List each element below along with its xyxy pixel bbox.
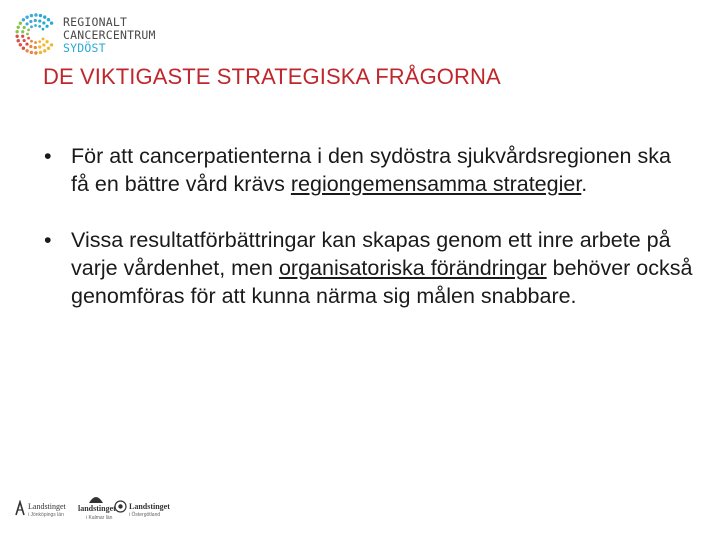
bullet-1-text: För att cancerpatienterna i den sydöstra sjukvårdsregionen ska få en bättre vård krävs: [71, 144, 671, 196]
logo-ring-dot: [21, 35, 24, 38]
logo-ring-dot: [30, 14, 33, 17]
logo-ring-dot: [29, 45, 32, 48]
rcc-logo: [14, 12, 194, 60]
logo-ring-dot: [27, 37, 30, 40]
logo-ring-dot: [25, 49, 28, 52]
logo-ring-dot: [25, 16, 28, 19]
logo-ring-dot: [42, 21, 45, 24]
bullet-2-text-end: behöver också genomföras för att kunna närma sig målen snabbare.: [71, 256, 693, 308]
bullet-2-text: Vissa resultatförbättringar kan skapas genom ett inre arbete på varje vårdenhet, men: [71, 228, 671, 280]
logo-ring-dot: [34, 46, 37, 49]
logo-text: [63, 16, 156, 55]
logo-ring-dot: [23, 39, 26, 42]
bullet-1-underlined-text: regiongemensamma strategier: [290, 172, 582, 196]
logo-ring-dot: [47, 18, 50, 21]
logo-ring-dot: [15, 30, 18, 33]
footer-logo-2-sub: i Kalmar län: [86, 515, 113, 521]
logo-ring-dot: [42, 43, 45, 46]
logo-ring-dot: [45, 40, 48, 43]
logo-ring-dot: [39, 51, 42, 54]
logo-ring-dot: [21, 30, 24, 33]
logo-ring-dot: [38, 19, 41, 22]
logo-ring-dot: [26, 33, 29, 36]
logo-ring-dot: [22, 46, 25, 49]
logo-ring-dot: [34, 13, 37, 16]
logo-ring-dot: [34, 24, 37, 27]
slide-title: DE VIKTIGASTE STRATEGISKA FRÅGORNA: [43, 64, 501, 89]
bullet-1-text-end: .: [581, 172, 588, 196]
logo-ring-dot: [30, 25, 33, 28]
landstinget-jonkoping-logo: [14, 494, 72, 526]
logo-ring-dot: [47, 47, 50, 50]
logo-line-2: CANCERCENTRUM: [63, 28, 156, 42]
logo-ring-dot: [15, 35, 18, 38]
landstinget-jonkoping-logo-icon: [14, 500, 26, 516]
footer-logo-1-sub: i Jönköpings län: [28, 512, 64, 518]
logo-ring-dot: [38, 45, 41, 48]
landstinget-ostergotland-logo: [114, 494, 184, 526]
logo-ring-dot: [19, 43, 22, 46]
logo-ring-dot: [38, 40, 41, 43]
logo-ring-dot: [17, 39, 20, 42]
logo-ring-dot: [17, 26, 20, 29]
logo-ring-dot: [43, 15, 46, 18]
footer-logo-1-name: Landstinget: [28, 502, 66, 511]
logo-line-3: SYDÖST: [63, 41, 106, 55]
logo-ring-dot: [30, 40, 33, 43]
landstinget-kalmar-logo-icon: [88, 494, 104, 504]
logo-ring-dot: [42, 28, 45, 31]
bullet-marker: •: [44, 144, 52, 168]
bullet-item-2: [44, 226, 694, 310]
landstinget-ostergotland-logo-icon: [114, 500, 127, 513]
footer-logo-3-sub: i Östergötland: [129, 512, 161, 518]
logo-ring-dot: [19, 22, 22, 25]
logo-ring-dot: [27, 28, 30, 31]
logo-ring-dot: [30, 51, 33, 54]
logo-line-1: REGIONALT: [63, 15, 128, 29]
logo-ring-dot: [39, 14, 42, 17]
logo-ring-dot: [25, 22, 28, 25]
footer-logo-3-name: Landstinget: [129, 502, 170, 511]
bullet-marker: •: [44, 228, 52, 252]
logo-ring-dot: [34, 19, 37, 22]
logo-ring-dot: [42, 37, 45, 40]
logo-ring-dot: [45, 25, 48, 28]
logo-ring-dot: [50, 21, 53, 24]
logo-ring-dot: [34, 41, 37, 44]
logo-ring-dot: [29, 20, 32, 23]
logo-ring-dot: [38, 25, 41, 28]
rcc-dotted-ring-icon: [14, 12, 58, 56]
logo-ring-dot: [22, 18, 25, 21]
logo-ring-dot: [25, 42, 28, 45]
footer-logo-2-name: landstinget: [78, 504, 116, 513]
footer-logos: [14, 494, 184, 526]
bullet-item-1: [44, 142, 694, 198]
logo-ring-dot: [34, 51, 37, 54]
bullet-list: [44, 142, 694, 310]
logo-ring-dot: [23, 26, 26, 29]
logo-ring-dot: [43, 49, 46, 52]
bullet-2-underlined-text: organisatoriska förändringar: [278, 256, 547, 280]
logo-ring-dot: [50, 43, 53, 46]
